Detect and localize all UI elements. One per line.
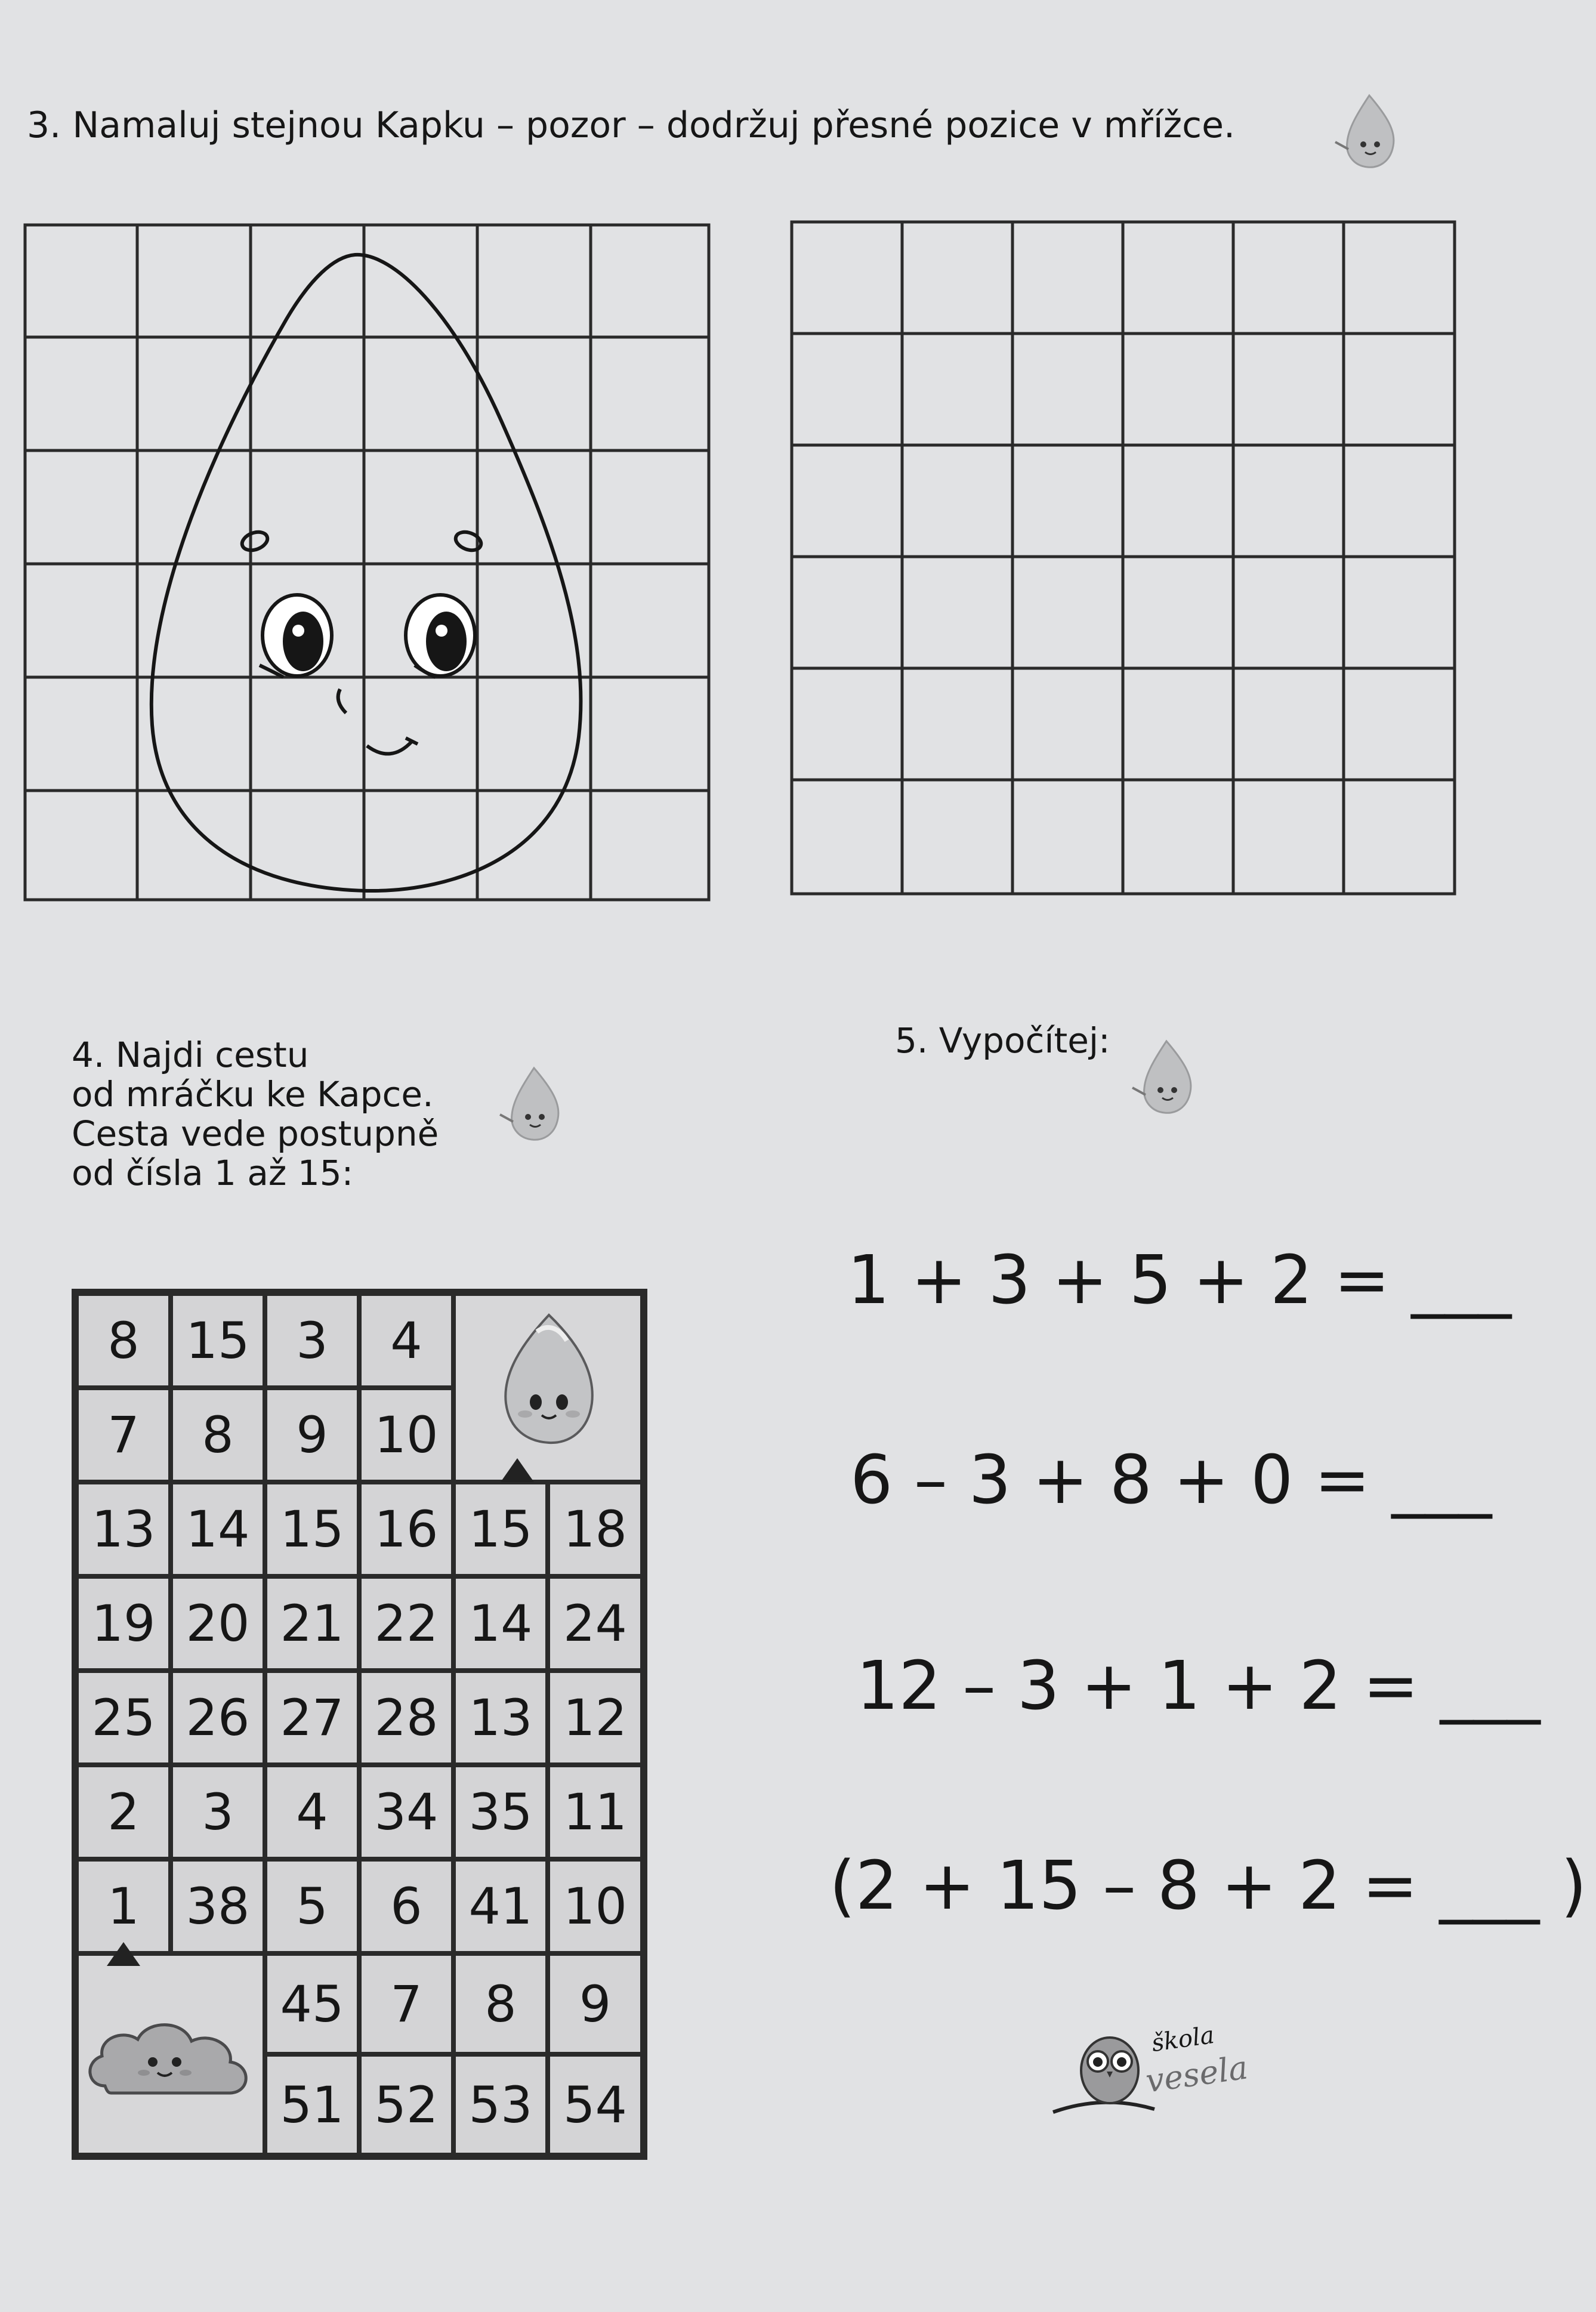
maze-cell: 15	[171, 1294, 265, 1388]
maze-cell: 7	[359, 1953, 453, 2054]
maze-cell: 34	[359, 1765, 453, 1859]
equation-3: 12 – 3 + 1 + 2 = ___	[856, 1647, 1541, 1725]
maze-cell: 9	[265, 1388, 359, 1482]
task4-line1: 4. Najdi cestu	[72, 1035, 309, 1075]
number-maze	[72, 1289, 647, 2160]
maze-cell: 28	[359, 1671, 453, 1765]
task4-line2: od mráčku ke Kapce.	[72, 1074, 434, 1115]
maze-cell: 24	[548, 1576, 643, 1671]
maze-cell: 8	[76, 1294, 171, 1388]
maze-cell: 8	[171, 1388, 265, 1482]
maze-cell: 25	[76, 1671, 171, 1765]
cloud-character-icon	[81, 1996, 260, 2116]
triangle-arrow-icon	[107, 1942, 140, 1966]
maze-cell: 41	[453, 1859, 548, 1953]
drawing-grid-with-drop	[24, 224, 710, 901]
maze-cell: 13	[76, 1482, 171, 1576]
equation-1: 1 + 3 + 5 + 2 = ___	[847, 1242, 1512, 1319]
maze-cell: 16	[359, 1482, 453, 1576]
maze-cell: 15	[265, 1482, 359, 1576]
equation-2: 6 – 3 + 8 + 0 = ___	[850, 1441, 1492, 1519]
drop-outline	[152, 255, 581, 891]
maze-cell: 19	[76, 1576, 171, 1671]
maze-cell: 26	[171, 1671, 265, 1765]
maze-cell: 10	[548, 1859, 643, 1953]
raindrop-character-icon	[489, 1308, 609, 1451]
maze-cell: 6	[359, 1859, 453, 1953]
maze-start-cloud	[76, 1953, 265, 2155]
task3-title: 3. Namaluj stejnou Kapku – pozor – dodržuj přesné pozice v mřížce.	[27, 104, 1236, 146]
maze-cell: 22	[359, 1576, 453, 1671]
maze-cell: 38	[171, 1859, 265, 1953]
maze-cell: 52	[359, 2054, 453, 2155]
maze-cell: 5	[265, 1859, 359, 1953]
maze-cell: 54	[548, 2054, 643, 2155]
maze-cell: 7	[76, 1388, 171, 1482]
maze-cell: 8	[453, 1953, 548, 2054]
maze-cell: 2	[76, 1765, 171, 1859]
maze-cell: 14	[171, 1482, 265, 1576]
logo-text-skola: škola	[1150, 2021, 1217, 2058]
equation-4: (2 + 15 – 8 + 2 = ___ )	[829, 1847, 1587, 1925]
triangle-arrow-icon	[501, 1458, 534, 1482]
logo-text-vesela: vesela	[1143, 2048, 1251, 2100]
maze-cell: 53	[453, 2054, 548, 2155]
maze-cell: 11	[548, 1765, 643, 1859]
task4-instructions	[72, 1035, 439, 1193]
maze-cell: 3	[171, 1765, 265, 1859]
skola-vesela-logo	[1050, 2023, 1325, 2130]
maze-cell-start: 1	[76, 1859, 171, 1953]
maze-cell: 21	[265, 1576, 359, 1671]
maze-cell: 4	[265, 1765, 359, 1859]
owl-logo-icon	[1050, 2023, 1157, 2124]
maze-cell: 14	[453, 1576, 548, 1671]
raindrop-character-icon	[1128, 1035, 1205, 1119]
maze-cell: 20	[171, 1576, 265, 1671]
maze-cell: 15	[453, 1482, 548, 1576]
task5-title: 5. Vypočítej:	[895, 1020, 1110, 1061]
maze-cell: 12	[548, 1671, 643, 1765]
task4-line3: Cesta vede postupně	[72, 1113, 439, 1154]
maze-cell: 9	[548, 1953, 643, 2054]
raindrop-character-icon	[1330, 89, 1408, 173]
maze-cell: 35	[453, 1765, 548, 1859]
maze-goal-drop	[453, 1294, 643, 1482]
raindrop-character-icon	[495, 1062, 573, 1146]
task4-line4: od čísla 1 až 15:	[72, 1153, 354, 1193]
maze-cell: 10	[359, 1388, 453, 1482]
maze-cell: 4	[359, 1294, 453, 1388]
maze-cell: 18	[548, 1482, 643, 1576]
maze-cell: 3	[265, 1294, 359, 1388]
maze-cell: 45	[265, 1953, 359, 2054]
maze-cell: 13	[453, 1671, 548, 1765]
maze-cell: 51	[265, 2054, 359, 2155]
maze-cell: 27	[265, 1671, 359, 1765]
empty-drawing-grid	[791, 221, 1456, 895]
